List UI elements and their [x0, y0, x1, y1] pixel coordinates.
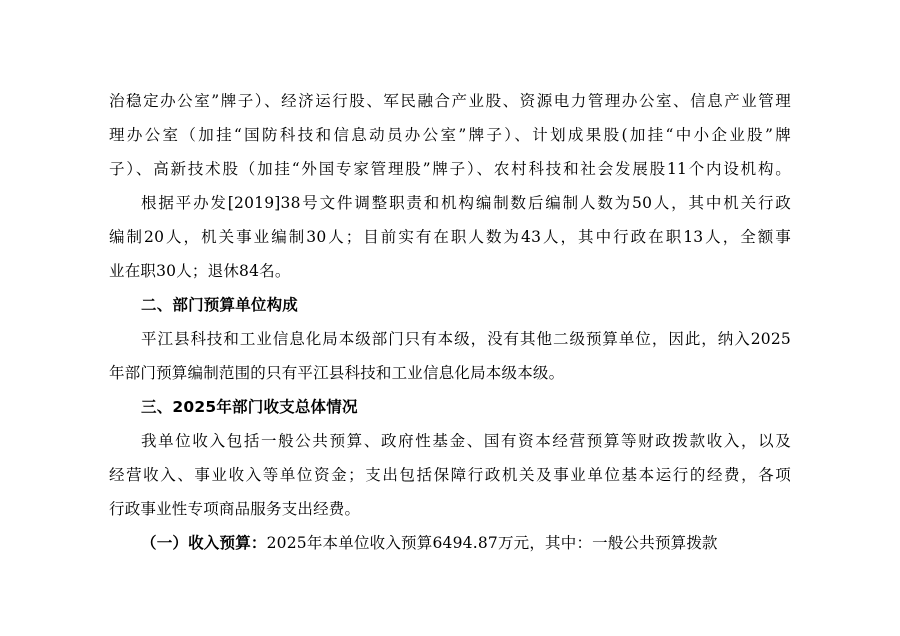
section-heading: 三、2025年部门收支总体情况 — [141, 398, 358, 416]
paragraph-line: 编制20人，机关事业编制30人；目前实有在职人数为43人，其中行政在职13人，全额事 — [109, 228, 791, 246]
paragraph-line — [141, 533, 791, 553]
paragraph-line: 平江县科技和工业信息化局本级部门只有本级，没有其他二级预算单位，因此，纳入2025 — [141, 330, 791, 348]
paragraph-line: 根据平办发[2019]38号文件调整职责和机构编制数后编制人数为50人，其中机关行政 — [141, 194, 791, 212]
paragraph-line: 年部门预算编制范围的只有平江县科技和工业信息化局本级本级。 — [109, 364, 565, 382]
paragraph-line: 经营收入、事业收入等单位资金；支出包括保障行政机关及事业单位基本运行的经费，各项 — [109, 466, 791, 484]
paragraph-line: 治稳定办公室”牌子）、经济运行股、军民融合产业股、资源电力管理办公室、信息产业管理 — [109, 92, 791, 110]
paragraph-line: 我单位收入包括一般公共预算、政府性基金、国有资本经营预算等财政拨款收入，以及 — [141, 432, 791, 450]
paragraph-line: 子）、高新技术股（加挂“外国专家管理股”牌子）、农村科技和社会发展股11个内设机构。 — [109, 160, 791, 178]
paragraph-text: 2025年本单位收入预算6494.87万元，其中：一般公共预算拨款 — [266, 534, 718, 552]
subsection-lead: （一）收入预算： — [141, 534, 267, 552]
paragraph-line: 理办公室（加挂“国防科技和信息动员办公室”牌子）、计划成果股(加挂“中小企业股”牌 — [109, 126, 791, 144]
section-heading: 二、部门预算单位构成 — [141, 296, 299, 314]
paragraph-line: 行政事业性专项商品服务支出经费。 — [109, 500, 361, 518]
paragraph-line: 业在职30人；退休84名。 — [109, 262, 291, 280]
